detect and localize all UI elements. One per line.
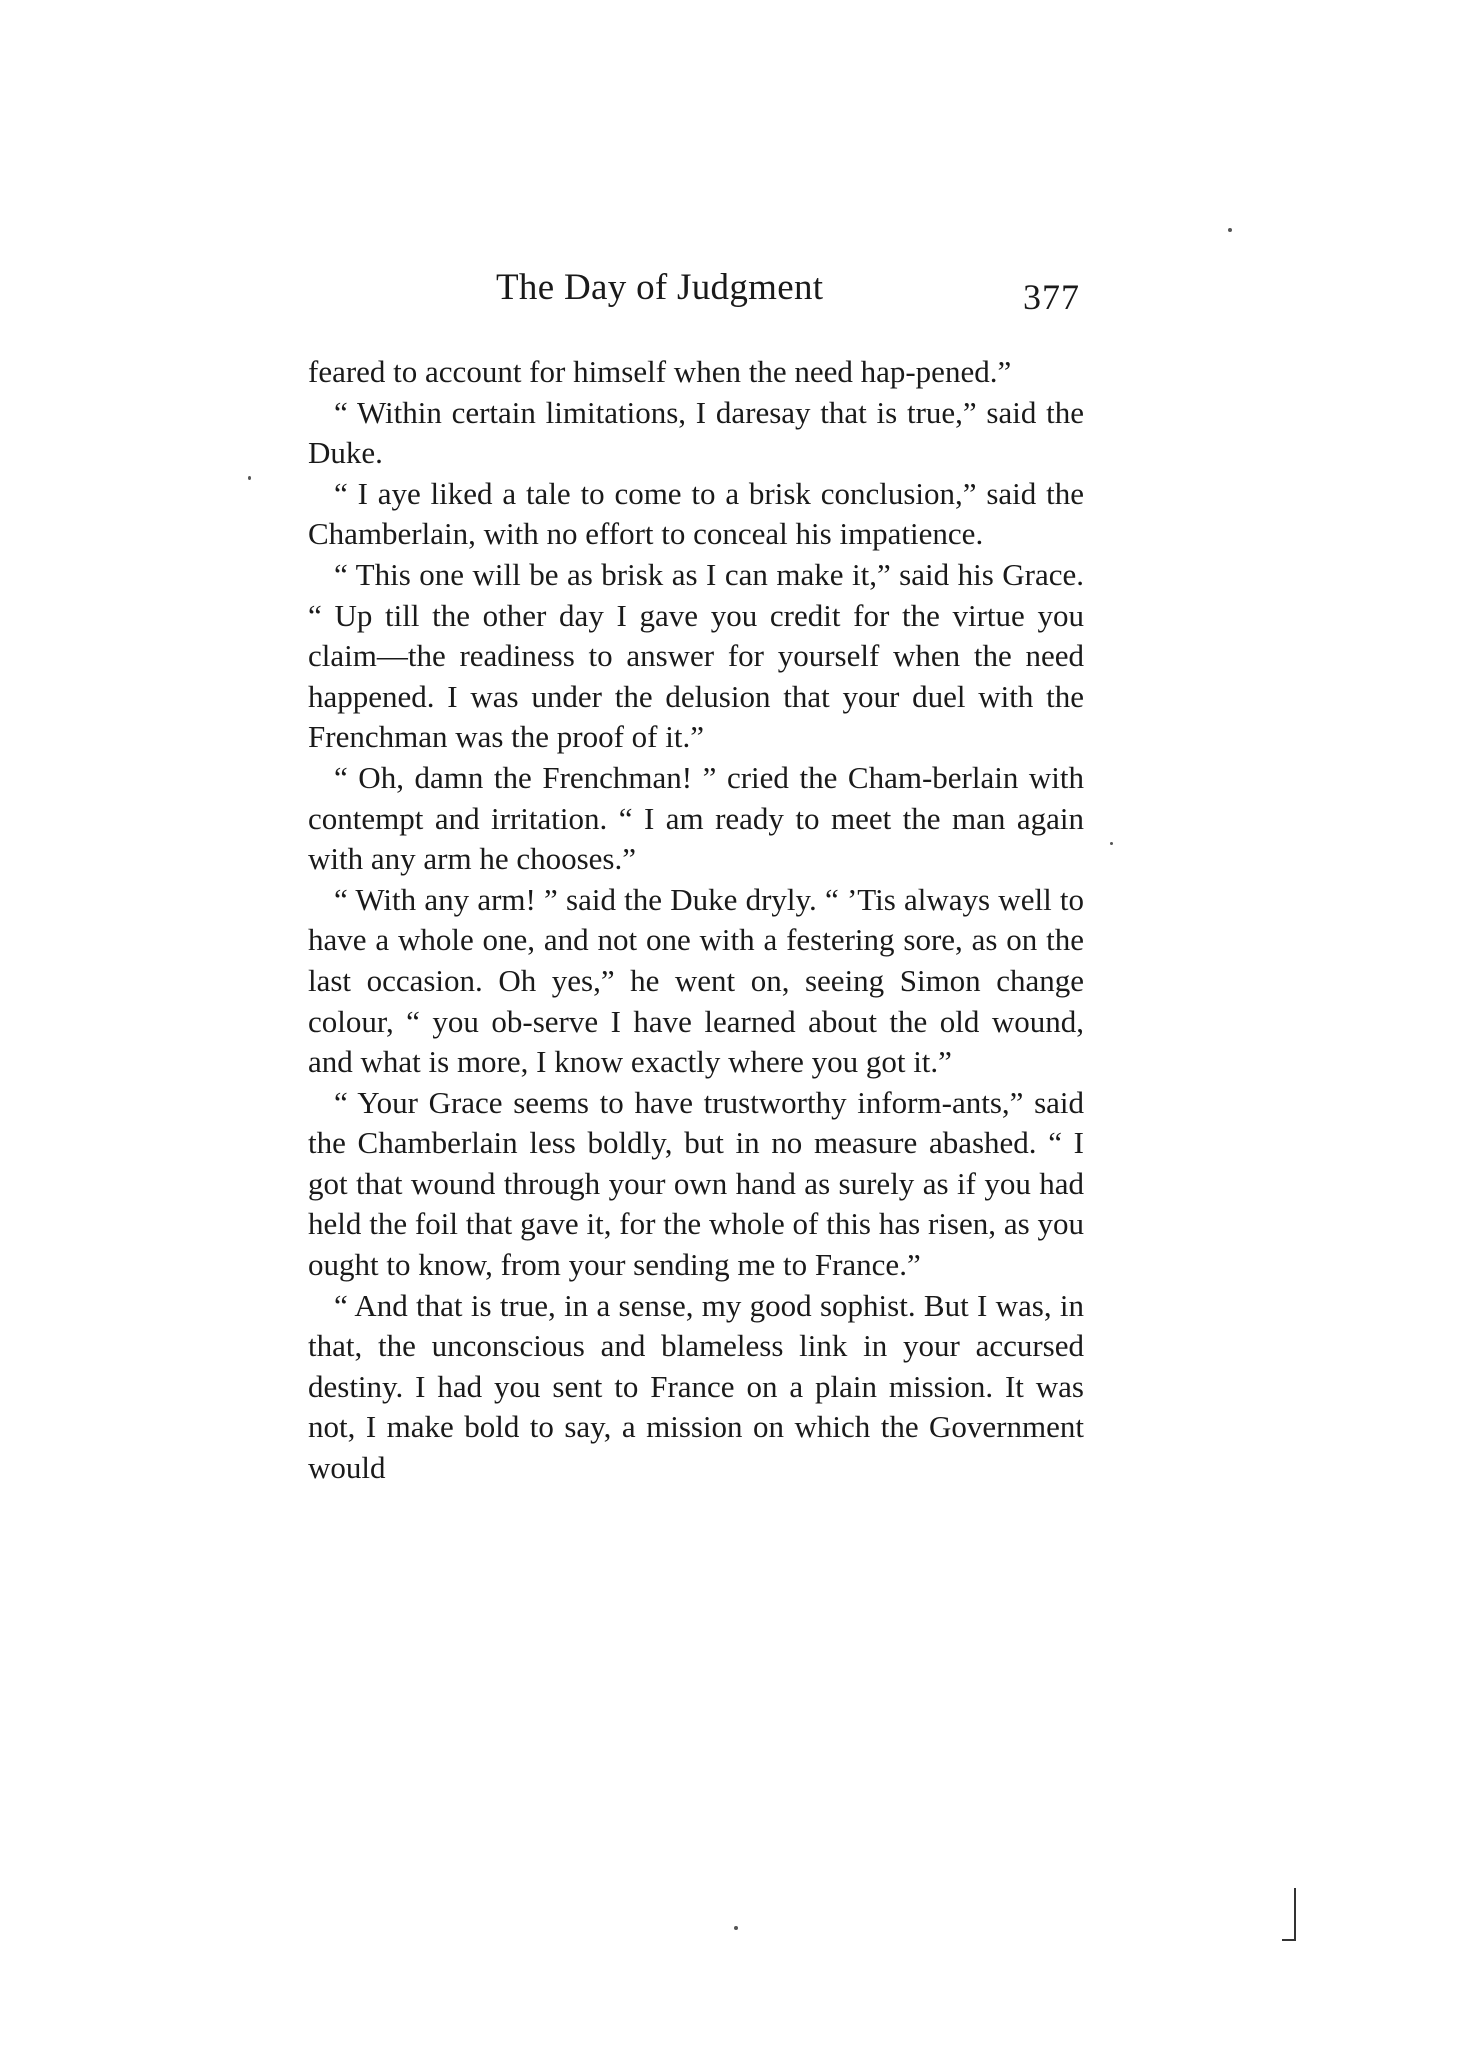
paragraph: “ And that is true, in a sense, my good sophist. But I was, in that, the unconscious and blameless link in your accursed destiny. I had you sent to France on a plain mission. It was not, I make bold to say, a mission on which the Government would	[308, 1287, 1084, 1486]
running-title: The Day of Judgment	[496, 267, 824, 308]
paragraph: feared to account for himself when the need hap-pened.”	[308, 354, 1012, 389]
body-text	[308, 352, 1084, 1489]
paragraph: “ Within certain limitations, I daresay that is true,” said the Duke.	[308, 394, 1084, 471]
page-number: 377	[1023, 277, 1080, 317]
paragraph: “ I aye liked a tale to come to a brisk conclusion,” said the Chamberlain, with no effort to conceal his impatience.	[308, 475, 1084, 552]
running-head	[308, 266, 1084, 322]
paragraph: “ With any arm! ” said the Duke dryly. “ ’Tis always well to have a whole one, and not one with a festering sore, as on the last occasion. Oh yes,” he went on, seeing Simon change colour, “ you ob-serve I have learned about the old wound, and what is more, I know exactly where you got it.”	[308, 881, 1084, 1080]
paragraph: “ Oh, damn the Frenchman! ” cried the Cham-berlain with contempt and irritation. “ I am ready to meet the man again with any arm he chooses.”	[308, 759, 1084, 877]
scan-speck	[1228, 228, 1232, 232]
scan-speck	[1110, 842, 1113, 845]
scan-speck	[734, 1926, 738, 1930]
paragraph: “ This one will be as brisk as I can make it,” said his Grace. “ Up till the other day I gave you credit for the virtue you claim—the readiness to answer for yourself when the need happened. I was under the delusion that your duel with the Frenchman was the proof of it.”	[308, 556, 1084, 755]
paragraph: “ Your Grace seems to have trustworthy inform-ants,” said the Chamberlain less boldly, but in no measure abashed. “ I got that wound through your own hand as surely as if you had held the foil that gave it, for the whole of this has risen, as you ought to know, from your sending me to France.”	[308, 1084, 1084, 1283]
crop-mark-horizontal	[1282, 1939, 1296, 1941]
crop-mark-vertical	[1294, 1888, 1296, 1940]
scan-speck	[248, 476, 251, 480]
